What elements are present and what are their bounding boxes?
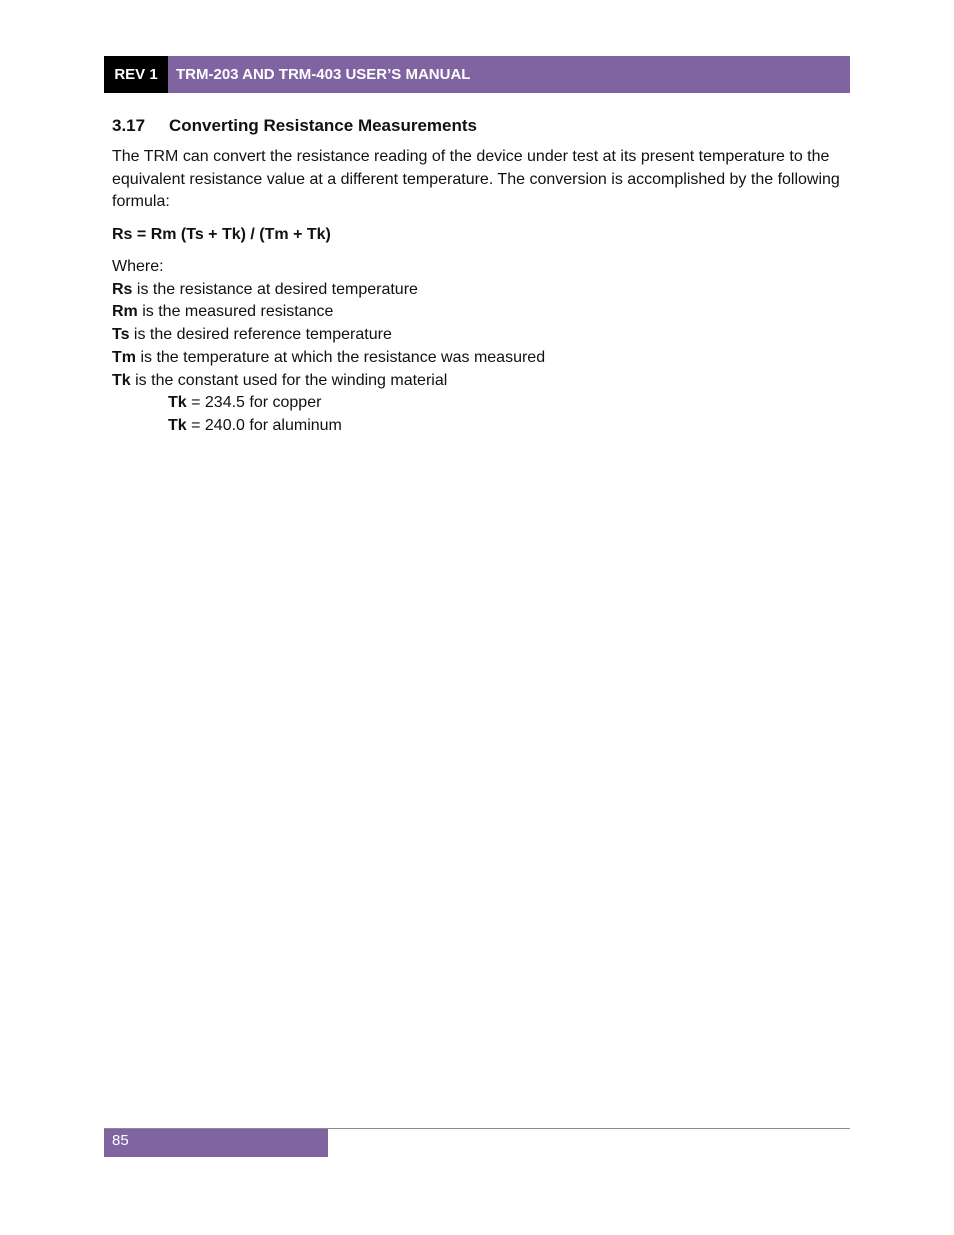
tk-value-item	[112, 392, 545, 415]
page-number-box	[104, 1129, 328, 1157]
definition-term: Tk	[112, 371, 131, 389]
definition-item	[112, 324, 545, 347]
definition-text: is the temperature at which the resistance was measured	[136, 348, 546, 366]
definition-item	[112, 347, 545, 370]
tk-value-item	[112, 415, 545, 438]
tk-term: Tk	[168, 416, 187, 434]
definition-text: is the resistance at desired temperature	[132, 280, 418, 298]
definition-term: Rs	[112, 280, 133, 298]
definition-term: Ts	[112, 326, 130, 344]
definition-text: is the measured resistance	[137, 303, 334, 321]
definition-text: is the desired reference temperature	[129, 326, 392, 344]
conversion-formula: Rs = Rm (Ts + Tk) / (Tm + Tk)	[112, 226, 331, 243]
section-title: Converting Resistance Measurements	[169, 116, 477, 135]
page-number: 85	[112, 1132, 129, 1149]
page-header	[104, 56, 850, 93]
definition-item	[112, 279, 545, 302]
where-label: Where:	[112, 258, 164, 275]
section-heading	[112, 115, 477, 137]
definition-text: is the constant used for the winding material	[130, 371, 448, 389]
tk-term: Tk	[168, 394, 187, 412]
definitions-list	[112, 256, 545, 438]
tk-value-text: = 234.5 for copper	[186, 394, 322, 412]
section-number: 3.17	[112, 116, 146, 135]
definition-item	[112, 370, 545, 393]
tk-value-text: = 240.0 for aluminum	[186, 416, 342, 434]
intro-paragraph: The TRM can convert the resistance reading of the device under test at its present temperature to the equivalent resistance value at a different temperature. The conversion is accomplished by the following formula:	[112, 148, 840, 211]
definition-term: Tm	[112, 348, 136, 366]
definition-item	[112, 301, 545, 324]
revision-label: REV 1	[104, 56, 168, 93]
definition-term: Rm	[112, 303, 138, 321]
manual-title: TRM-203 AND TRM-403 USER’S MANUAL	[168, 56, 850, 93]
